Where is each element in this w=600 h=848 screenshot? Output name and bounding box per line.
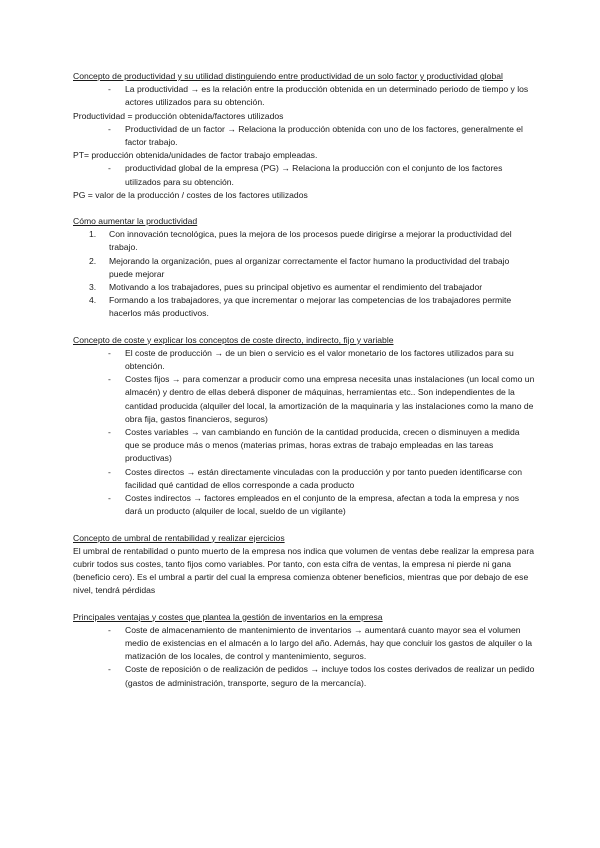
item-number: 2. [89,255,97,266]
bullet-text: Costes indirectos → factores empleados en el conjunto de la empresa, afectan a toda la empresa y nos dará un producto (alquiler de local, sueldo de un vigilante) [125,493,520,517]
bullet-item [73,83,535,109]
bullet-text: Coste de reposición o de realización de pedidos → incluye todos los costes derivados de realizar un pedido (gastos de administración, transporte, seguro de la mercancía). [125,664,535,688]
document-page [73,70,535,703]
formula-line: Productividad = producción obtenida/factores utilizados [73,110,284,121]
item-text: Formando a los trabajadores, ya que incrementar o mejorar las competencias de los trabajadores permite hacerlos más productivos. [109,295,512,319]
section-heading: Principales ventajas y costes que plantea la gestión de inventarios en la empresa [73,611,383,622]
dash-marker: - [108,347,111,358]
dash-marker: - [108,493,111,504]
bullet-item [73,663,535,689]
bullet-item [73,624,535,664]
bullet-text: Coste de almacenamiento de mantenimiento de inventarios → aumentará cuanto mayor sea el volumen medio de existencias en el almacén a lo largo del año. Además, hay que concluir los gastos de alquiler o la matización de los locales, de control y mantenimiento, seguros. [125,624,533,662]
dash-marker: - [108,466,111,477]
paragraph: El umbral de rentabilidad o punto muerto de la empresa nos indica que volumen de ventas debe realizar la empresa para cubrir todos sus costes, tanto fijos como variables. Por tanto, con esta cifra de ventas, la empresa ni pierde ni gana (beneficio cero). Es el umbral a partir del cual la empresa comienza obtener beneficios, mientras que por debajo de ese nivel, tendrá pérdidas [73,545,534,596]
bullet-item [73,426,535,466]
bullet-item [73,492,535,518]
item-number: 1. [89,229,97,240]
item-text: Motivando a los trabajadores, pues su principal objetivo es aumentar el rendimiento del trabajador [109,282,483,293]
bullet-item [73,373,535,426]
bullet-item [73,466,535,492]
numbered-item [73,294,535,320]
bullet-item [73,123,535,149]
bullet-text: productividad global de la empresa (PG) → Relaciona la producción con el conjunto de los factores utilizados para su obtención. [125,163,503,187]
numbered-item [73,255,535,281]
section-heading: Concepto de coste y explicar los conceptos de coste directo, indirecto, fijo y variable [73,334,394,345]
numbered-item [73,281,535,294]
section-heading: Concepto de umbral de rentabilidad y realizar ejercicios [73,532,285,543]
formula-line: PG = valor de la producción / costes de los factores utilizados [73,189,308,200]
dash-marker: - [108,374,111,385]
dash-marker: - [108,163,111,174]
numbered-item [73,228,535,254]
dash-marker: - [108,123,111,134]
section-heading: Concepto de productividad y su utilidad distinguiendo entre productividad de un solo factor y productividad global [73,71,503,81]
bullet-text: El coste de producción → de un bien o servicio es el valor monetario de los factores utilizados para su obtención. [125,347,514,372]
bullet-text: Costes variables → van cambiando en función de la cantidad producida, crecen o disminuyen a medida que se produce más o menos (materias primas, horas extras de trabajo empleadas en las tareas productivas) [125,427,520,464]
item-number: 3. [89,282,97,293]
dash-marker: - [108,84,111,95]
bullet-text: Costes fijos → para comenzar a producir como una empresa necesita unas instalaciones (un local como un almacén) y dentro de ellas deberá disponer de máquinas, herramientas etc.. Son independientes de la cantidad producida (alquiler del local, la amortización de la maquinaria y las instalaciones como la mano de obra fija, gastos financieros, seguros) [125,374,535,424]
bullet-text: Costes directos → están directamente vinculadas con la producción y por tanto pueden identificarse con facilidad qué cantidad de ellos corresponde a cada producto [125,466,522,490]
item-text: Mejorando la organización, pues al organizar correctamente el factor humano la productividad del trabajo puede mejorar [109,255,510,279]
section-inventarios [73,611,535,690]
item-text: Con innovación tecnológica, pues la mejora de los procesos puede dirigirse a mejorar la productividad del trabajo. [109,229,512,253]
bullet-text: Productividad de un factor → Relaciona la producción obtenida con uno de los factores, generalmente el factor trabajo. [125,123,523,148]
section-umbral-rentabilidad [73,532,535,598]
section-heading: Cómo aumentar la productividad [73,216,198,227]
section-costes [73,334,535,519]
dash-marker: - [108,427,111,438]
bullet-item [73,162,535,188]
section-productividad [73,70,535,202]
dash-marker: - [108,664,111,675]
item-number: 4. [89,295,97,306]
bullet-item [73,347,535,373]
dash-marker: - [108,624,111,635]
bullet-text: La productividad → es la relación entre la producción obtenida en un determinado periodo de tiempo y los actores utilizados para su obtención. [125,84,529,108]
section-aumentar-productividad [73,215,535,321]
formula-line: PT= producción obtenida/unidades de factor trabajo empleadas. [73,150,318,161]
